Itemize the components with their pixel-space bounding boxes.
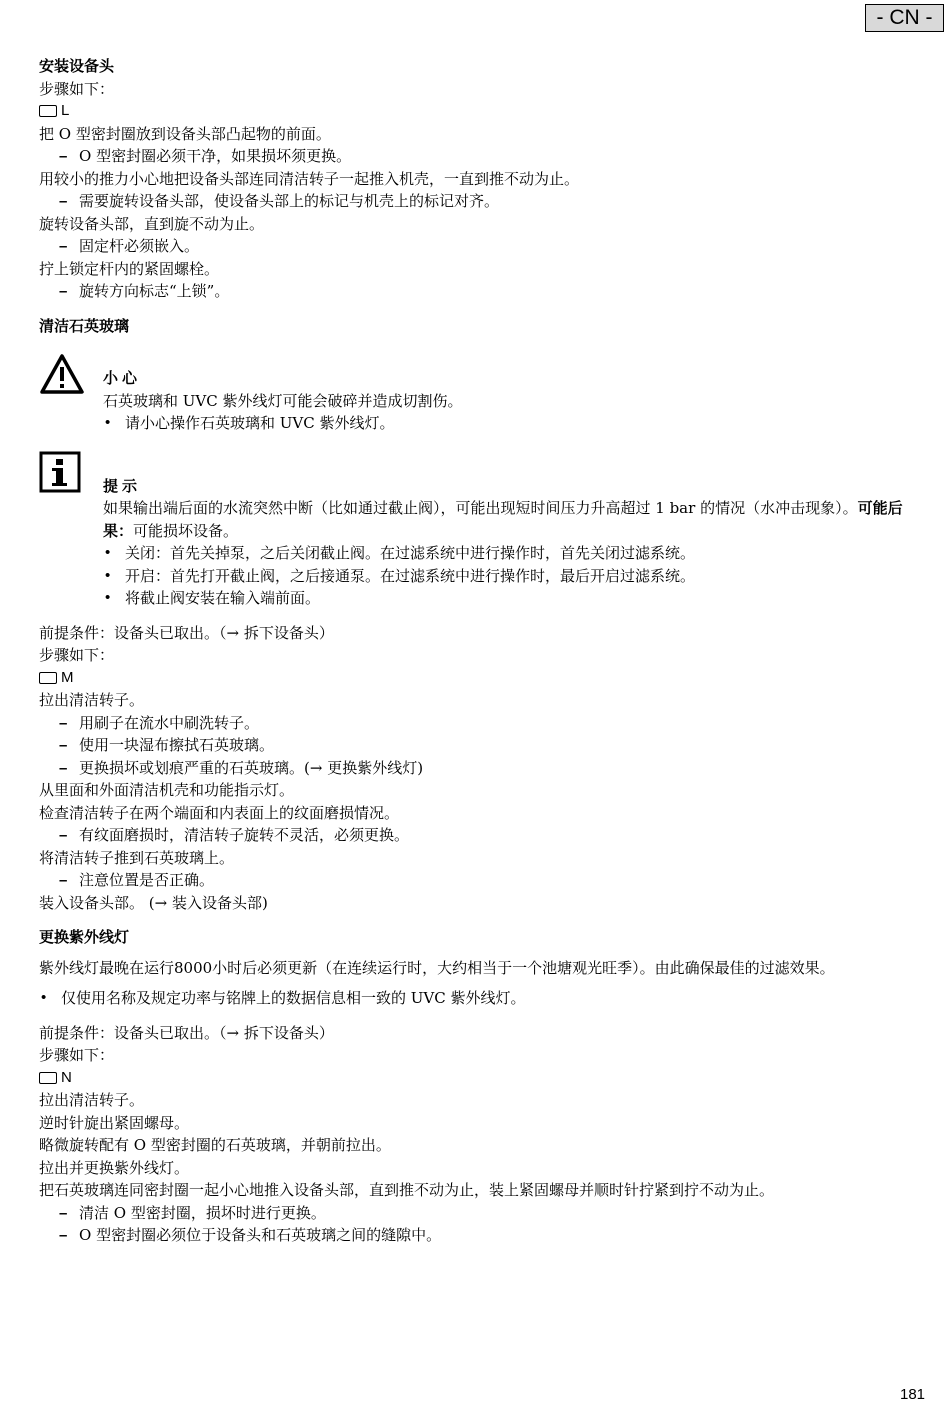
result-text: 固定杆必须嵌入。 [79,237,200,255]
result-text: O 型密封圈必须干净，如果损坏须更换。 [79,147,352,165]
dash-mark: – [59,238,68,255]
result-line [39,1202,929,1225]
result-text: 旋转方向标志“上锁”。 [79,282,230,300]
result-line [39,712,929,735]
step-marker [39,100,929,123]
step-marker-label: N [61,1068,72,1086]
dash-mark: – [59,827,68,844]
section-heading-clean: 清洁石英玻璃 [39,316,130,335]
section-heading-replace: 更换紫外线灯 [39,928,130,946]
instruction-line: 拉出清洁转子。 [39,1091,145,1109]
instruction-line: 检查清洁转子在两个端面和内表面上的纹面磨损情况。 [39,803,400,822]
dash-mark: – [59,737,68,754]
dash-mark: – [59,193,68,210]
result-text: 更换损坏或划痕严重的石英玻璃。(→ 更换紫外线灯) [79,758,424,777]
result-text: 清洁 O 型密封圈，损坏时进行更换。 [79,1203,326,1222]
result-line [39,757,929,780]
note-notice [39,451,929,610]
precondition: 前提条件：设备头已取出。（→ 拆下设备头） [39,623,334,642]
info-icon [39,451,81,493]
note-title: 提示 [103,476,142,495]
page-number: 181 [900,1386,926,1403]
result-text: 注意位置是否正确。 [79,871,215,889]
instruction-line: 拧上锁定杆内的紧固螺栓。 [39,259,220,278]
note-text [103,497,929,542]
result-line [39,235,929,258]
step-box-icon [39,1072,57,1084]
result-line [39,824,929,847]
instruction-line: 用较小的推力小心地把设备头部连同清洁转子一起推入机壳，一直到推不动为止。 [39,169,580,188]
dash-mark: – [59,872,68,889]
caution-text: 石英玻璃和 UVC 紫外线灯可能会破碎并造成切割伤。 [103,391,463,410]
result-text: 用刷子在流水中刷洗转子。 [79,713,260,732]
result-text: 需要旋转设备头部，使设备头部上的标记与机壳上的标记对齐。 [79,192,500,210]
steps-label: 步骤如下： [39,646,115,664]
warning-icon [39,353,85,395]
step-marker [39,667,929,690]
note-bullet: • 关闭：首先关掉泵，之后关闭截止阀。在过滤系统中进行操作时，首先关闭过滤系统。 [103,542,929,565]
instruction-line: 把石英玻璃连同密封圈一起小心地推入设备头部，直到推不动为止，装上紧固螺母并顺时针拧紧到拧不动为止。 [39,1181,775,1199]
dash-mark: – [59,714,68,732]
caution-notice [39,353,929,435]
result-line [39,1224,929,1247]
steps-label: 步骤如下： [39,1046,115,1064]
instruction-line: 旋转设备头部，直到旋不动为止。 [39,214,265,233]
step-box-icon [39,672,57,684]
result-text: 有纹面磨损时，清洁转子旋转不灵活，必须更换。 [79,826,410,844]
instruction-line: 拉出并更换紫外线灯。 [39,1158,190,1177]
note-bullet: • 开启：首先打开截止阀，之后接通泵。在过滤系统中进行操作时，最后开启过滤系统。 [103,565,929,588]
step-marker-label: L [61,102,70,119]
note-consequence-label: 可能后果： [103,499,903,540]
precondition: 前提条件：设备头已取出。（→ 拆下设备头） [39,1023,334,1042]
instruction-line: 将清洁转子推到石英玻璃上。 [39,848,235,867]
note-bullet: • 将截止阀安装在输入端前面。 [103,587,929,610]
dash-mark: – [59,148,68,165]
dash-mark: – [59,1204,68,1222]
result-line [39,734,929,757]
caution-bullet: • 请小心操作石英玻璃和 UVC 紫外线灯。 [103,412,929,435]
dash-mark: – [59,283,68,300]
result-line [39,145,929,168]
step-marker-label: M [61,668,74,686]
instruction-line: 拉出清洁转子。 [39,691,145,709]
note-consequence: 可能损坏设备。 [133,521,239,540]
language-tab: - CN - [865,4,944,32]
section-heading-install: 安装设备头 [39,57,115,75]
replace-intro: 紫外线灯最晚在运行8000小时后必须更新（在连续运行时，大约相当于一个池塘观光旺季）。由此确保最佳的过滤效果。 [39,958,835,977]
caution-title: 小心 [103,369,142,387]
steps-label: 步骤如下： [39,79,115,98]
dash-mark: – [59,759,68,777]
result-text: O 型密封圈必须位于设备头和石英玻璃之间的缝隙中。 [79,1226,442,1244]
result-line [39,869,929,892]
step-marker [39,1067,929,1090]
dash-mark: – [59,1227,68,1244]
note-body: 如果输出端后面的水流突然中断（比如通过截止阀），可能出现短时间压力升高超过 1 bar 的情况（水冲击现象）。 [103,499,858,517]
instruction-line: 从里面和外面清洁机壳和功能指示灯。 [39,781,295,799]
result-text: 使用一块湿布擦拭石英玻璃。 [79,736,275,754]
instruction-line: 逆时针旋出紧固螺母。 [39,1113,190,1132]
instruction-line: 把 O 型密封圈放到设备头部凸起物的前面。 [39,124,331,143]
instruction-line: 略微旋转配有 O 型密封圈的石英玻璃，并朝前拉出。 [39,1136,391,1154]
step-box-icon [39,105,57,117]
page-content [39,55,929,1247]
result-line [39,190,929,213]
instruction-line: 装入设备头部。 (→ 装入设备头部) [39,893,268,912]
result-line [39,280,929,303]
replace-bullet: • 仅使用名称及规定功率与铭牌上的数据信息相一致的 UVC 紫外线灯。 [39,987,929,1010]
